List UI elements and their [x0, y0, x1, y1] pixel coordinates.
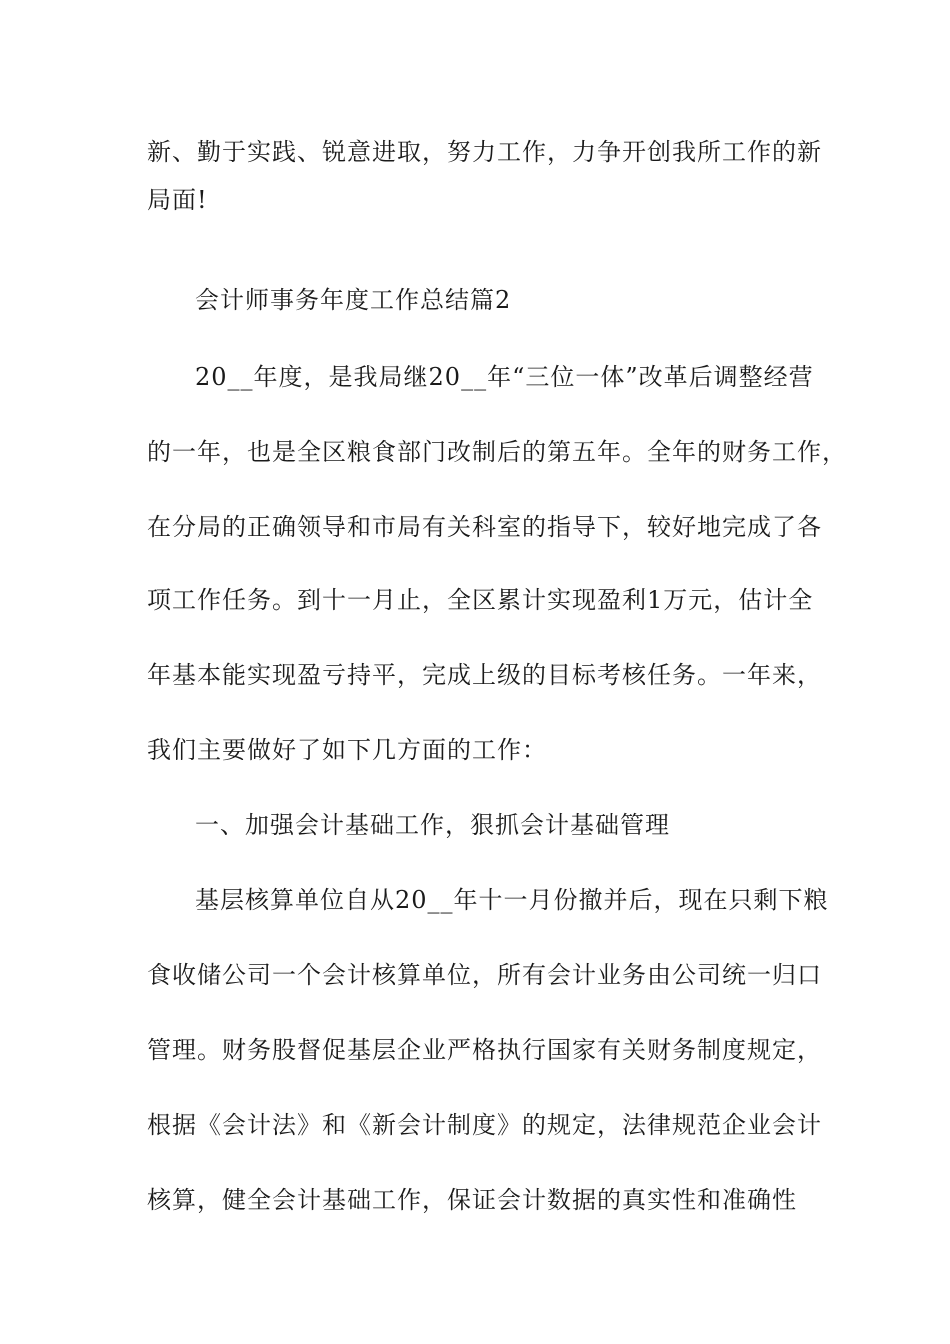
body-text-line: 在分局的正确领导和市局有关科室的指导下，较好地完成了各 [147, 513, 822, 541]
body-text-line: 管理。财务股督促基层企业严格执行国家有关财务制度规定， [147, 1036, 822, 1064]
paragraph-start-line: 20__年度，是我局继20__年“三位一体”改革后调整经营 [195, 363, 814, 391]
body-text-line: 项工作任务。到十一月止，全区累计实现盈利1万元，估计全 [147, 586, 814, 614]
body-text-line: 核算，健全会计基础工作，保证会计数据的真实性和准确性 [147, 1186, 797, 1214]
body-text-line: 食收储公司一个会计核算单位，所有会计业务由公司统一归口 [147, 961, 822, 989]
section-heading: 会计师事务年度工作总结篇2 [195, 286, 512, 314]
body-text-line: 年基本能实现盈亏持平，完成上级的目标考核任务。一年来， [147, 661, 822, 689]
paragraph-start-line: 基层核算单位自从20__年十一月份撤并后，现在只剩下粮 [195, 886, 829, 914]
subsection-heading: 一、加强会计基础工作，狠抓会计基础管理 [195, 811, 670, 839]
body-text-line: 新、勤于实践、锐意进取，努力工作，力争开创我所工作的新 [147, 138, 822, 166]
body-text-line: 局面! [147, 186, 208, 214]
body-text-line: 我们主要做好了如下几方面的工作： [147, 736, 547, 764]
body-text-line: 根据《会计法》和《新会计制度》的规定，法律规范企业会计 [147, 1111, 822, 1139]
body-text-line: 的一年，也是全区粮食部门改制后的第五年。全年的财务工作， [147, 438, 847, 466]
